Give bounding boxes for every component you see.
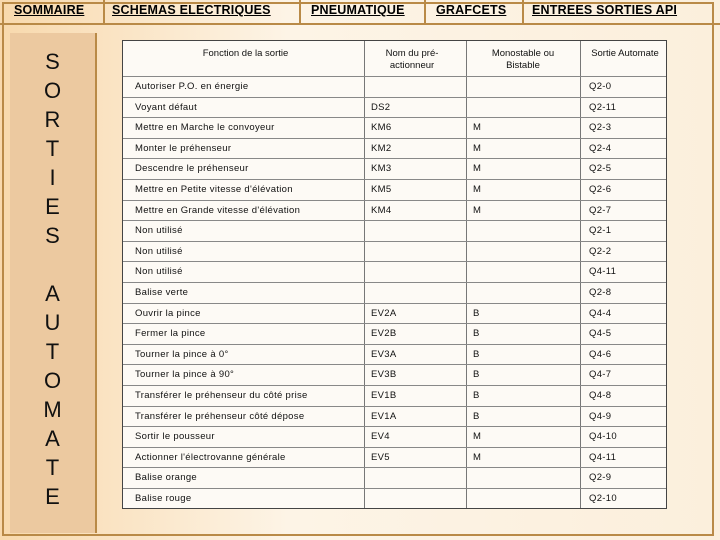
- cell-sortie-automate: Q4-8: [589, 390, 612, 401]
- menu-separator: [522, 0, 524, 24]
- cell-fonction: Fermer la pince: [135, 328, 206, 339]
- table-row-divider: [123, 220, 666, 221]
- table-row-divider: [123, 447, 666, 448]
- side-title-letter: S: [45, 49, 60, 74]
- table-row-divider: [123, 117, 666, 118]
- cell-sortie-automate: Q4-5: [589, 328, 612, 339]
- table-row-divider: [123, 179, 666, 180]
- side-title-letter: T: [45, 339, 60, 364]
- cell-monostable: B: [473, 411, 480, 422]
- cell-preactionneur: KM6: [371, 122, 392, 133]
- cell-sortie-automate: Q2-9: [589, 472, 612, 483]
- cell-preactionneur: KM5: [371, 184, 392, 195]
- table-row-divider: [123, 344, 666, 345]
- side-title-letter: S: [45, 223, 60, 248]
- side-title-letter: O: [43, 78, 62, 103]
- cell-monostable: B: [473, 390, 480, 401]
- cell-monostable: M: [473, 184, 482, 195]
- cell-sortie-automate: Q4-9: [589, 411, 612, 422]
- table-row-divider: [123, 261, 666, 262]
- table-row-divider: [123, 76, 666, 77]
- cell-monostable: M: [473, 143, 482, 154]
- side-title-letter: U: [44, 310, 61, 335]
- table-row-divider: [123, 385, 666, 386]
- table-column-divider: [466, 41, 467, 508]
- menu-entrees-sorties-api[interactable]: ENTREES SORTIES API: [532, 3, 678, 17]
- cell-fonction: Autoriser P.O. en énergie: [135, 81, 249, 92]
- cell-preactionneur: EV1A: [371, 411, 397, 422]
- cell-sortie-automate: Q2-8: [589, 287, 612, 298]
- cell-sortie-automate: Q2-3: [589, 122, 612, 133]
- cell-fonction: Transférer le préhenseur côté dépose: [135, 411, 305, 422]
- cell-preactionneur: EV2A: [371, 308, 397, 319]
- side-title-letter: A: [45, 426, 60, 451]
- side-title-letter: R: [44, 107, 61, 132]
- cell-sortie-automate: Q4-11: [589, 266, 617, 277]
- cell-fonction: Balise orange: [135, 472, 197, 483]
- menu-schemas-electriques[interactable]: SCHEMAS ELECTRIQUES: [112, 3, 271, 17]
- table-row-divider: [123, 97, 666, 98]
- table-row-divider: [123, 158, 666, 159]
- cell-preactionneur: EV5: [371, 452, 390, 463]
- menu-grafcets[interactable]: GRAFCETS: [436, 3, 507, 17]
- cell-fonction: Non utilisé: [135, 225, 183, 236]
- cell-sortie-automate: Q4-4: [589, 308, 612, 319]
- table-row-divider: [123, 241, 666, 242]
- cell-fonction: Voyant défaut: [135, 102, 198, 113]
- cell-monostable: M: [473, 205, 482, 216]
- table-row-divider: [123, 364, 666, 365]
- cell-preactionneur: EV4: [371, 431, 390, 442]
- cell-preactionneur: EV3B: [371, 369, 397, 380]
- cell-sortie-automate: Q2-4: [589, 143, 612, 154]
- side-title-letter: T: [45, 455, 60, 480]
- cell-preactionneur: EV1B: [371, 390, 397, 401]
- cell-sortie-automate: Q2-5: [589, 163, 612, 174]
- table-row-divider: [123, 406, 666, 407]
- cell-fonction: Non utilisé: [135, 246, 183, 257]
- cell-sortie-automate: Q2-10: [589, 493, 617, 504]
- cell-fonction: Mettre en Grande vitesse d'élévation: [135, 205, 301, 216]
- menu-divider: [0, 23, 720, 25]
- cell-sortie-automate: Q2-0: [589, 81, 612, 92]
- menu-separator: [424, 0, 426, 24]
- cell-fonction: Mettre en Petite vitesse d'élévation: [135, 184, 293, 195]
- cell-fonction: Non utilisé: [135, 266, 183, 277]
- side-title-panel: [10, 33, 97, 533]
- cell-monostable: B: [473, 349, 480, 360]
- outputs-table: [122, 40, 667, 509]
- cell-fonction: Tourner la pince à 90°: [135, 369, 235, 380]
- cell-sortie-automate: Q4-11: [589, 452, 617, 463]
- cell-sortie-automate: Q4-6: [589, 349, 612, 360]
- cell-monostable: M: [473, 431, 482, 442]
- cell-preactionneur: EV2B: [371, 328, 397, 339]
- side-title-letter: A: [45, 281, 60, 306]
- cell-fonction: Mettre en Marche le convoyeur: [135, 122, 275, 133]
- side-title-letter: E: [45, 484, 60, 509]
- header-fonction: Fonction de la sortie: [202, 48, 289, 59]
- side-title-letter: E: [45, 194, 60, 219]
- table-row-divider: [123, 282, 666, 283]
- menu-separator: [103, 0, 105, 24]
- table-row-divider: [123, 467, 666, 468]
- cell-fonction: Descendre le préhenseur: [135, 163, 249, 174]
- cell-monostable: B: [473, 369, 480, 380]
- cell-fonction: Monter le préhenseur: [135, 143, 232, 154]
- cell-preactionneur: KM4: [371, 205, 392, 216]
- cell-fonction: Transférer le préhenseur du côté prise: [135, 390, 308, 401]
- cell-monostable: M: [473, 163, 482, 174]
- header-sortie-automate: Sortie Automate: [591, 48, 659, 59]
- table-row-divider: [123, 426, 666, 427]
- cell-fonction: Sortir le pousseur: [135, 431, 215, 442]
- cell-sortie-automate: Q2-2: [589, 246, 612, 257]
- table-row-divider: [123, 488, 666, 489]
- side-title-letter: M: [43, 397, 62, 422]
- cell-fonction: Ouvrir la pince: [135, 308, 201, 319]
- table-row-divider: [123, 323, 666, 324]
- menu-separator: [299, 0, 301, 24]
- header-monostable: Monostable ou Bistable: [491, 48, 555, 71]
- cell-sortie-automate: Q2-6: [589, 184, 612, 195]
- cell-sortie-automate: Q2-1: [589, 225, 612, 236]
- table-row-divider: [123, 200, 666, 201]
- side-title-letter: T: [45, 136, 60, 161]
- cell-preactionneur: KM2: [371, 143, 392, 154]
- cell-fonction: Tourner la pince à 0°: [135, 349, 229, 360]
- header-preactionneur: Nom du pré-actionneur: [385, 48, 439, 71]
- cell-monostable: B: [473, 328, 480, 339]
- cell-sortie-automate: Q4-10: [589, 431, 617, 442]
- cell-preactionneur: EV3A: [371, 349, 397, 360]
- cell-fonction: Balise rouge: [135, 493, 192, 504]
- cell-sortie-automate: Q2-11: [589, 102, 617, 113]
- table-row-divider: [123, 138, 666, 139]
- cell-preactionneur: DS2: [371, 102, 391, 113]
- cell-preactionneur: KM3: [371, 163, 392, 174]
- side-title-letter: I: [49, 165, 56, 190]
- table-column-divider: [580, 41, 581, 508]
- cell-fonction: Actionner l'électrovanne générale: [135, 452, 286, 463]
- cell-sortie-automate: Q2-7: [589, 205, 612, 216]
- table-column-divider: [364, 41, 365, 508]
- cell-monostable: M: [473, 452, 482, 463]
- cell-monostable: B: [473, 308, 480, 319]
- side-title-letter: O: [43, 368, 62, 393]
- cell-monostable: M: [473, 122, 482, 133]
- cell-sortie-automate: Q4-7: [589, 369, 612, 380]
- cell-fonction: Balise verte: [135, 287, 189, 298]
- menu-pneumatique[interactable]: PNEUMATIQUE: [311, 3, 405, 17]
- table-row-divider: [123, 303, 666, 304]
- menu-sommaire[interactable]: SOMMAIRE: [14, 3, 85, 17]
